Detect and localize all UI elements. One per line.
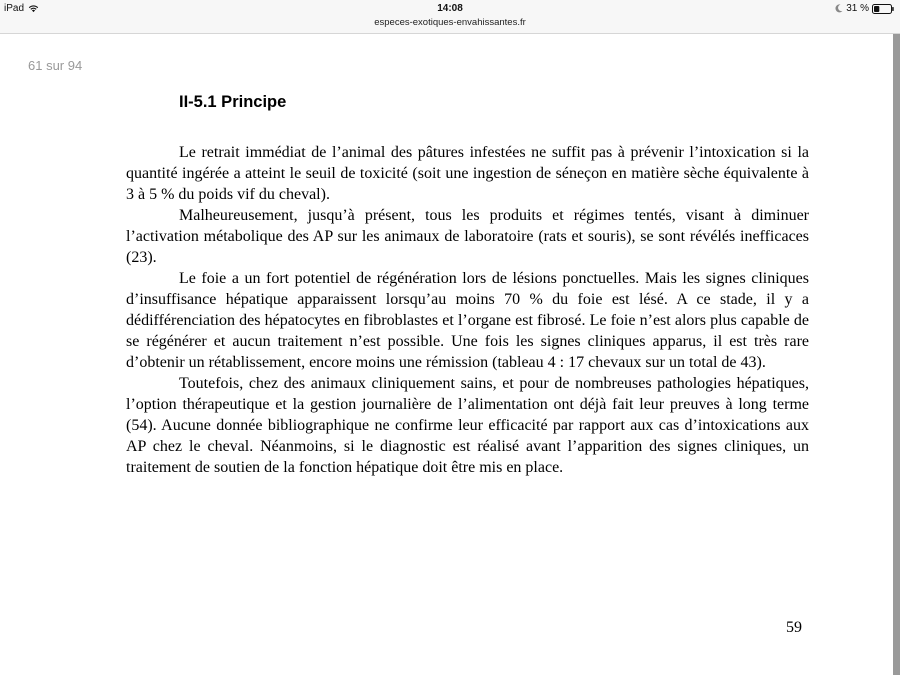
document-body — [126, 142, 809, 478]
moon-icon — [835, 4, 843, 13]
page-number: 59 — [786, 619, 802, 636]
paragraph: Le foie a un fort potentiel de régénération lors de lésions ponctuelles. Mais les signes cliniques d’insuffisance hépatique apparaissent lorsqu’au moins 70 % du foie est lésé. A ce stade, il y a dédifférenciation des hépatocytes en fibroblastes et l’organe est fibrosé. Le foie n’est alors plus capable de se régénérer et aucun traitement n’est possible. Une fois les signes cliniques apparus, il est très rare d’obtenir un rétablissement, encore moins une rémission (tableau 4 : 17 chevaux sur un total de 43). — [126, 270, 809, 371]
battery-icon — [872, 4, 894, 14]
battery-percent: 31 % — [846, 3, 869, 14]
status-bar — [0, 0, 900, 34]
page-counter: 61 sur 94 — [28, 58, 83, 73]
status-right — [835, 3, 894, 14]
status-time: 14:08 — [437, 3, 463, 14]
paragraph: Le retrait immédiat de l’animal des pâtures infestées ne suffit pas à prévenir l’intoxication si la quantité ingérée a atteint le seuil de toxicité (soit une ingestion de séneçon en matière sèche équivalente à 3 à 5 % du poids vif du cheval). — [126, 144, 809, 203]
device-name: iPad — [4, 3, 25, 14]
paragraph: Malheureusement, jusqu’à présent, tous les produits et régimes tentés, visant à diminuer l’activation métabolique des AP sur les animaux de laboratoire (rats et souris), se sont révélés inefficaces (23). — [126, 207, 809, 266]
scroll-indicator[interactable] — [893, 34, 900, 675]
paragraph: Toutefois, chez des animaux cliniquement sains, et pour de nombreuses pathologies hépatiques, l’option thérapeutique et la gestion journalière de l’alimentation ont déjà fait leur preuves à long terme (54). Aucune donnée bibliographique ne confirme leur efficacité par rapport aux cas d’intoxications aux AP chez le cheval. Néanmoins, si le diagnostic est réalisé avant l’apparition des signes cliniques, un traitement de soutien de la fonction hépatique doit être mis en place. — [126, 375, 809, 476]
section-heading: II-5.1 Principe — [179, 93, 287, 111]
address-url[interactable]: especes-exotiques-envahissantes.fr — [374, 17, 526, 28]
